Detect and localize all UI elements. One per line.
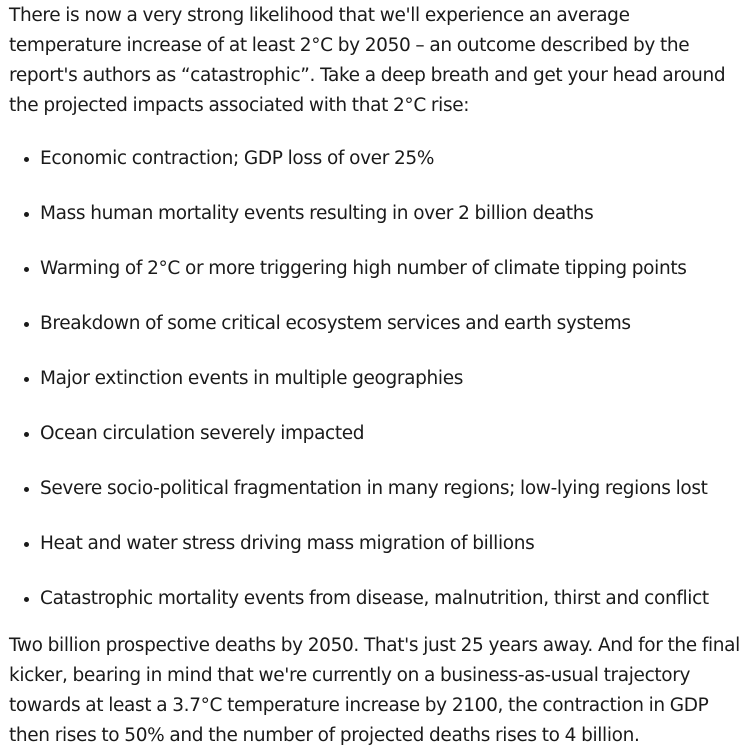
- list-item: [0, 306, 747, 361]
- bullet-icon: [24, 597, 29, 602]
- list-item-text: Breakdown of some critical ecosystem services and earth systems: [40, 313, 631, 334]
- list-item-text: Heat and water stress driving mass migration of billions: [40, 533, 535, 554]
- list-item: [0, 196, 747, 251]
- list-item: [0, 251, 747, 306]
- list-item: [0, 416, 747, 471]
- outro-paragraph: Two billion prospective deaths by 2050. That's just 25 years away. And for the final kicker, bearing in mind that we're currently on a business-as-usual trajectory towards at least a 3.7°C temperature increase by 2100, the contraction in GDP then rises to 50% and the number of projected deaths rises to 4 billion.: [9, 635, 740, 746]
- intro-paragraph: There is now a very strong likelihood that we'll experience an average temperature increase of at least 2°C by 2050 – an outcome described by the report's authors as “catastrophic”. Take a deep breath and get your head around the projected impacts associated with that 2°C rise:: [9, 5, 726, 116]
- list-item: [0, 526, 747, 581]
- bullet-icon: [24, 432, 29, 437]
- bullet-icon: [24, 267, 29, 272]
- list-item-text: Major extinction events in multiple geographies: [40, 368, 464, 389]
- list-item-text: Ocean circulation severely impacted: [40, 423, 365, 444]
- list-item-text: Severe socio-political fragmentation in many regions; low-lying regions lost: [40, 478, 708, 499]
- list-item-text: Mass human mortality events resulting in over 2 billion deaths: [40, 203, 594, 224]
- list-item-text: Economic contraction; GDP loss of over 25%: [40, 148, 435, 169]
- bullet-icon: [24, 542, 29, 547]
- bullet-icon: [24, 322, 29, 327]
- list-item-text: Warming of 2°C or more triggering high number of climate tipping points: [40, 258, 687, 279]
- bullet-icon: [24, 157, 29, 162]
- bullet-icon: [24, 377, 29, 382]
- list-item: [0, 361, 747, 416]
- list-item: [0, 471, 747, 526]
- list-item: [0, 581, 747, 636]
- list-item-text: Catastrophic mortality events from disease, malnutrition, thirst and conflict: [40, 588, 709, 609]
- list-item: [0, 141, 747, 196]
- bullet-icon: [24, 212, 29, 217]
- impacts-list: [0, 141, 747, 636]
- bullet-icon: [24, 487, 29, 492]
